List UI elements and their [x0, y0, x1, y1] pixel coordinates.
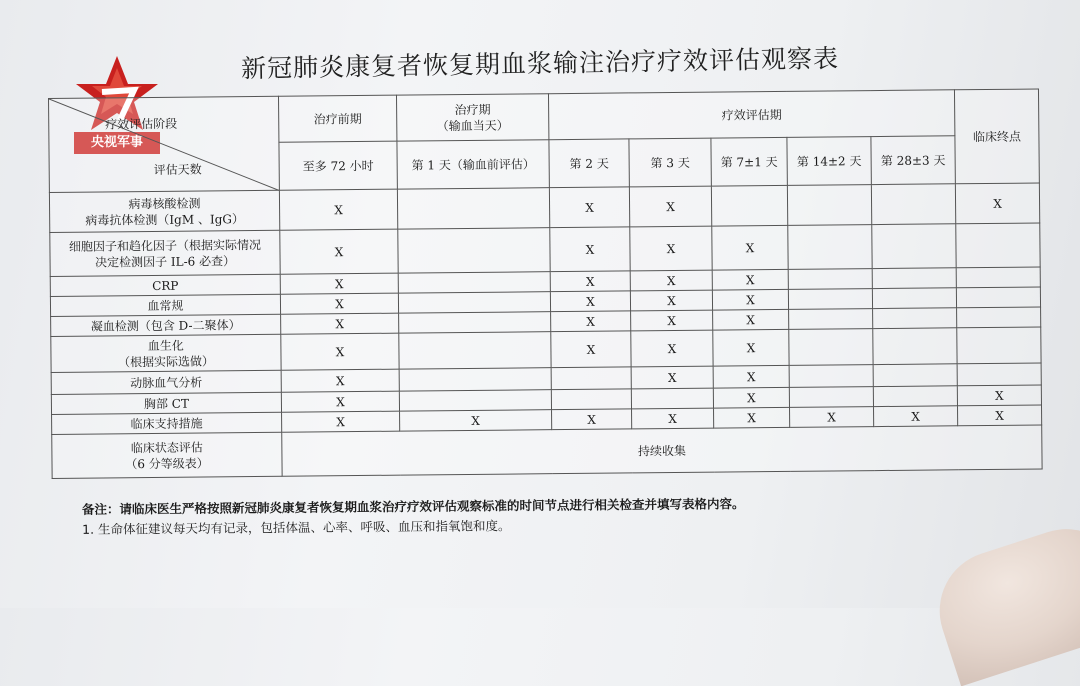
mark-cell: X	[713, 329, 789, 366]
mark-cell	[399, 332, 551, 369]
mark-cell: X	[712, 289, 788, 310]
mark-cell	[873, 308, 957, 329]
row-item-line1: 动脉血气分析	[130, 375, 203, 390]
mark-cell: X	[631, 310, 713, 331]
mark-cell: X	[712, 269, 788, 290]
header-eval-day-7: 第 7±1 天	[711, 137, 787, 186]
table-body	[49, 183, 1041, 434]
row-item-line1: 血生化	[147, 338, 184, 353]
mark-cell	[956, 267, 1040, 288]
mark-cell: X	[955, 183, 1039, 224]
row-item-line1: 病毒核酸检测	[128, 196, 201, 211]
header-eval-day-2: 第 2 天	[549, 139, 629, 188]
days-label: 评估天数	[153, 162, 202, 177]
mark-cell: X	[713, 387, 789, 408]
mark-cell	[957, 307, 1041, 328]
notes-prefix: 备注：	[81, 501, 120, 517]
table-row-clinical-status	[52, 425, 1042, 479]
mark-cell: X	[874, 406, 958, 427]
mark-cell	[872, 224, 956, 269]
row-item-line1: 凝血检测（包含 D-二聚体）	[90, 317, 241, 334]
header-during-time: 第 1 天（输血前评估）	[397, 140, 549, 189]
continuous-collection-cell: 持续收集	[282, 425, 1042, 476]
mark-cell	[872, 288, 956, 309]
mark-cell	[788, 289, 872, 310]
row-item	[51, 314, 281, 336]
mark-cell: X	[552, 409, 632, 430]
mark-cell	[956, 287, 1040, 308]
mark-cell	[551, 367, 631, 390]
mark-cell: X	[630, 226, 712, 271]
mark-cell	[399, 368, 551, 391]
mark-cell: X	[713, 309, 789, 330]
row-item	[51, 334, 281, 372]
row-item-line2: 病毒抗体检测（IgM 、IgG）	[85, 211, 244, 228]
mark-cell	[631, 388, 713, 409]
header-eval-day-28: 第 28±3 天	[871, 136, 955, 185]
mark-cell: X	[957, 385, 1041, 406]
row-item-line1: 胸部 CT	[143, 396, 190, 411]
mark-cell: X	[281, 313, 399, 334]
mark-cell: X	[713, 365, 789, 388]
mark-cell	[788, 225, 872, 270]
mark-cell: X	[631, 366, 713, 389]
mark-cell: X	[549, 187, 629, 228]
header-during-line1: 治疗期	[454, 102, 491, 117]
mark-cell: X	[281, 369, 399, 392]
page-title: 新冠肺炎康复者恢复期血浆输注治疗疗效评估观察表	[240, 43, 840, 84]
mark-cell	[711, 185, 787, 226]
header-eval-day-3: 第 3 天	[629, 138, 711, 187]
mark-cell: X	[282, 411, 400, 432]
row-item	[49, 190, 279, 232]
notes	[82, 492, 962, 540]
mark-cell	[399, 390, 551, 411]
header-eval: 疗效评估期	[548, 90, 954, 140]
header-endpoint: 临床终点	[954, 89, 1039, 184]
mark-cell: X	[550, 291, 630, 312]
mark-cell: X	[630, 270, 712, 291]
mark-cell: X	[281, 333, 399, 370]
mark-cell	[873, 386, 957, 407]
mark-cell	[788, 269, 872, 290]
mark-cell	[789, 329, 873, 366]
row-item-line1: 细胞因子和趋化因子（根据实际情况	[68, 237, 261, 254]
mark-cell	[957, 327, 1041, 364]
mark-cell	[398, 292, 550, 313]
header-pre: 治疗前期	[278, 95, 396, 142]
mark-cell: X	[280, 293, 398, 314]
row-item-line1: 临床状态评估	[130, 440, 203, 455]
mark-cell: X	[790, 407, 874, 428]
stage-label: 疗效评估阶段	[105, 116, 178, 132]
evaluation-table-wrap	[48, 88, 1052, 479]
mark-cell	[789, 365, 873, 388]
mark-cell	[398, 272, 550, 293]
mark-cell: X	[279, 189, 397, 230]
header-during-line2: （输血当天）	[436, 118, 509, 133]
logo-text: 央视军事	[74, 132, 160, 154]
mark-cell	[787, 185, 871, 226]
evaluation-table	[48, 88, 1043, 478]
mark-cell	[871, 184, 955, 225]
mark-cell	[397, 188, 549, 229]
row-item	[51, 370, 281, 394]
mark-cell: X	[550, 227, 630, 272]
mark-cell: X	[632, 408, 714, 429]
mark-cell: X	[630, 290, 712, 311]
mark-cell: X	[551, 331, 631, 368]
diagonal-header-cell	[49, 96, 280, 192]
header-eval-day-14: 第 14±2 天	[787, 137, 871, 186]
notes-text-1: 请临床医生严格按照新冠肺炎康复者恢复期血浆治疗疗效评估观察标准的时间节点进行相关检查并填写表格内容。	[119, 496, 745, 517]
mark-cell	[398, 228, 550, 273]
mark-cell	[399, 312, 551, 333]
row-item	[51, 392, 281, 414]
row-item-line2: 决定检测因子 IL-6 必查）	[94, 253, 236, 270]
row-item-line2: （6 分等级表）	[125, 455, 209, 471]
header-during	[396, 94, 548, 141]
mark-cell: X	[629, 186, 711, 227]
row-item	[50, 274, 280, 296]
diagonal-line	[49, 97, 280, 193]
row-item	[50, 294, 280, 316]
mark-cell	[789, 387, 873, 408]
mark-cell	[873, 364, 957, 387]
mark-cell: X	[712, 225, 788, 270]
mark-cell	[957, 363, 1041, 386]
finger-thumb	[924, 514, 1080, 686]
row-item	[50, 230, 280, 276]
notes-line-2: 1. 生命体征建议每天均有记录，包括体温、心率、呼吸、血压和指氧饱和度。	[82, 518, 511, 537]
mark-cell	[789, 309, 873, 330]
mark-cell	[873, 328, 957, 365]
mark-cell	[551, 389, 631, 410]
mark-cell: X	[400, 410, 552, 431]
header-pre-time: 至多 72 小时	[279, 141, 397, 190]
mark-cell: X	[714, 407, 790, 428]
mark-cell	[872, 268, 956, 289]
mark-cell: X	[551, 311, 631, 332]
mark-cell: X	[280, 229, 398, 274]
mark-cell	[956, 223, 1040, 268]
mark-cell: X	[280, 273, 398, 294]
row-item-line2: （根据实际选做）	[117, 353, 215, 369]
row-item-line1: 临床支持措施	[130, 416, 203, 431]
mark-cell: X	[631, 330, 713, 367]
mark-cell: X	[550, 271, 630, 292]
row-item-line1: CRP	[152, 278, 179, 293]
row-item	[52, 432, 282, 478]
row-item	[52, 412, 282, 434]
mark-cell: X	[281, 391, 399, 412]
mark-cell: X	[958, 405, 1042, 426]
row-item-line1: 血常规	[147, 298, 184, 313]
